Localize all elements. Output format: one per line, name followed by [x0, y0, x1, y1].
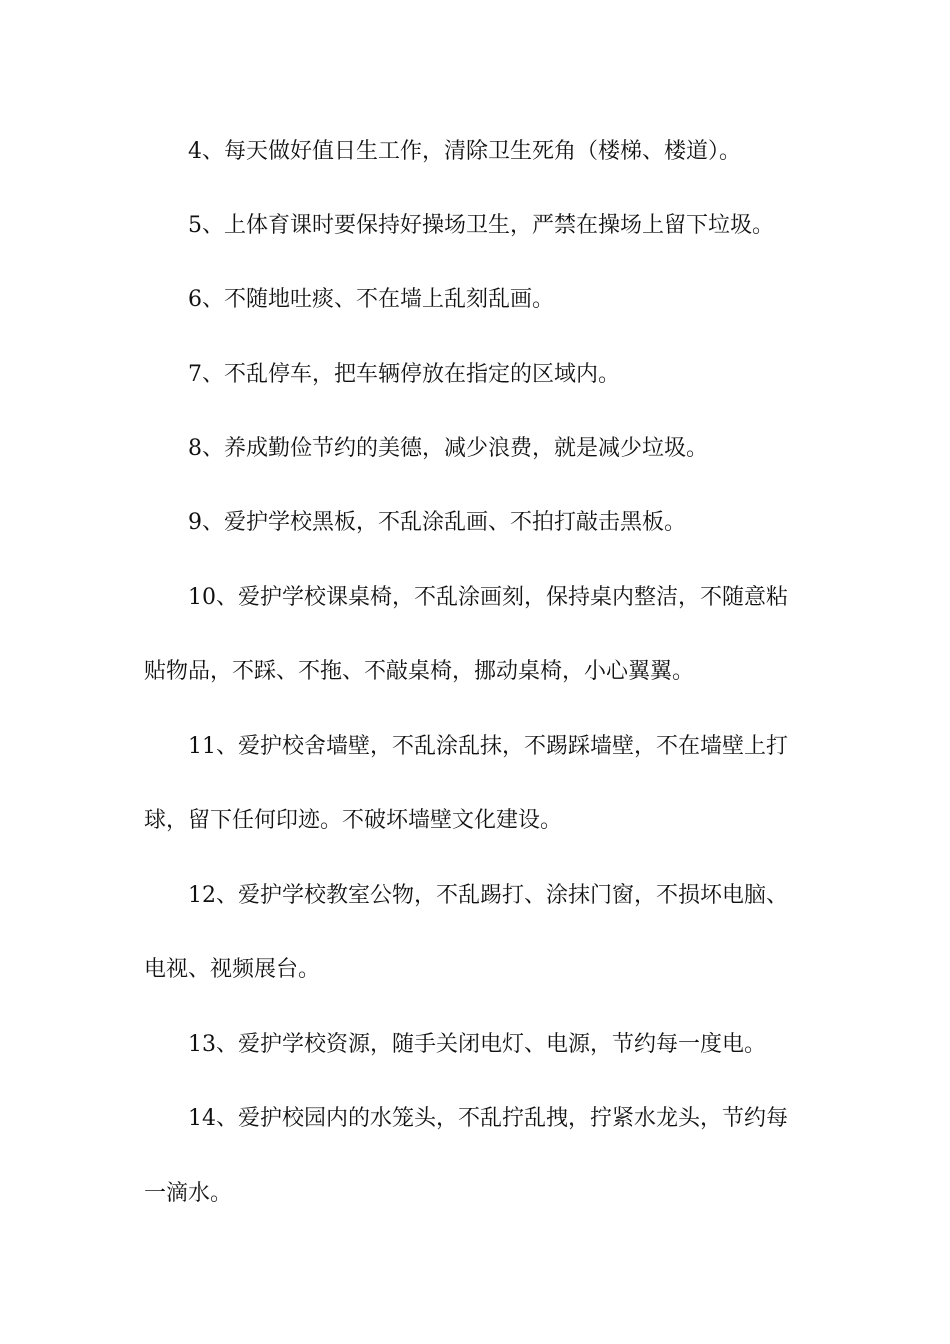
rule-item-12-line-1: 12、爱护学校教室公物，不乱踢打、涂抹门窗，不损坏电脑、 [188, 883, 788, 908]
rule-item-11-line-1: 11、爱护校舍墙壁，不乱涂乱抹，不踢踩墙壁，不在墙壁上打 [188, 734, 788, 759]
rule-item-10-line-2: 贴物品，不踩、不拖、不敲桌椅，挪动桌椅，小心翼翼。 [144, 659, 695, 684]
rule-item-9: 9、爱护学校黑板，不乱涂乱画、不拍打敲击黑板。 [188, 510, 686, 535]
rule-item-14-line-2: 一滴水。 [144, 1181, 233, 1206]
rule-item-7: 7、不乱停车，把车辆停放在指定的区域内。 [188, 362, 620, 387]
rule-item-14-line-1: 14、爱护校园内的水笼头，不乱拧乱拽，拧紧水龙头，节约每 [188, 1106, 788, 1131]
rule-item-4: 4、每天做好值日生工作，清除卫生死角（楼梯、楼道）。 [188, 139, 741, 164]
rule-item-13: 13、爱护学校资源，随手关闭电灯、电源，节约每一度电。 [188, 1032, 766, 1057]
rule-item-10-line-1: 10、爱护学校课桌椅，不乱涂画刻，保持桌内整洁，不随意粘 [188, 585, 788, 610]
rule-item-12-line-2: 电视、视频展台。 [144, 957, 321, 982]
rule-item-5: 5、上体育课时要保持好操场卫生，严禁在操场上留下垃圾。 [188, 213, 774, 238]
rule-item-8: 8、养成勤俭节约的美德，减少浪费，就是减少垃圾。 [188, 436, 708, 461]
rule-item-11-line-2: 球，留下任何印迹。不破坏墙壁文化建设。 [144, 808, 563, 833]
rule-item-6: 6、不随地吐痰、不在墙上乱刻乱画。 [188, 287, 554, 312]
